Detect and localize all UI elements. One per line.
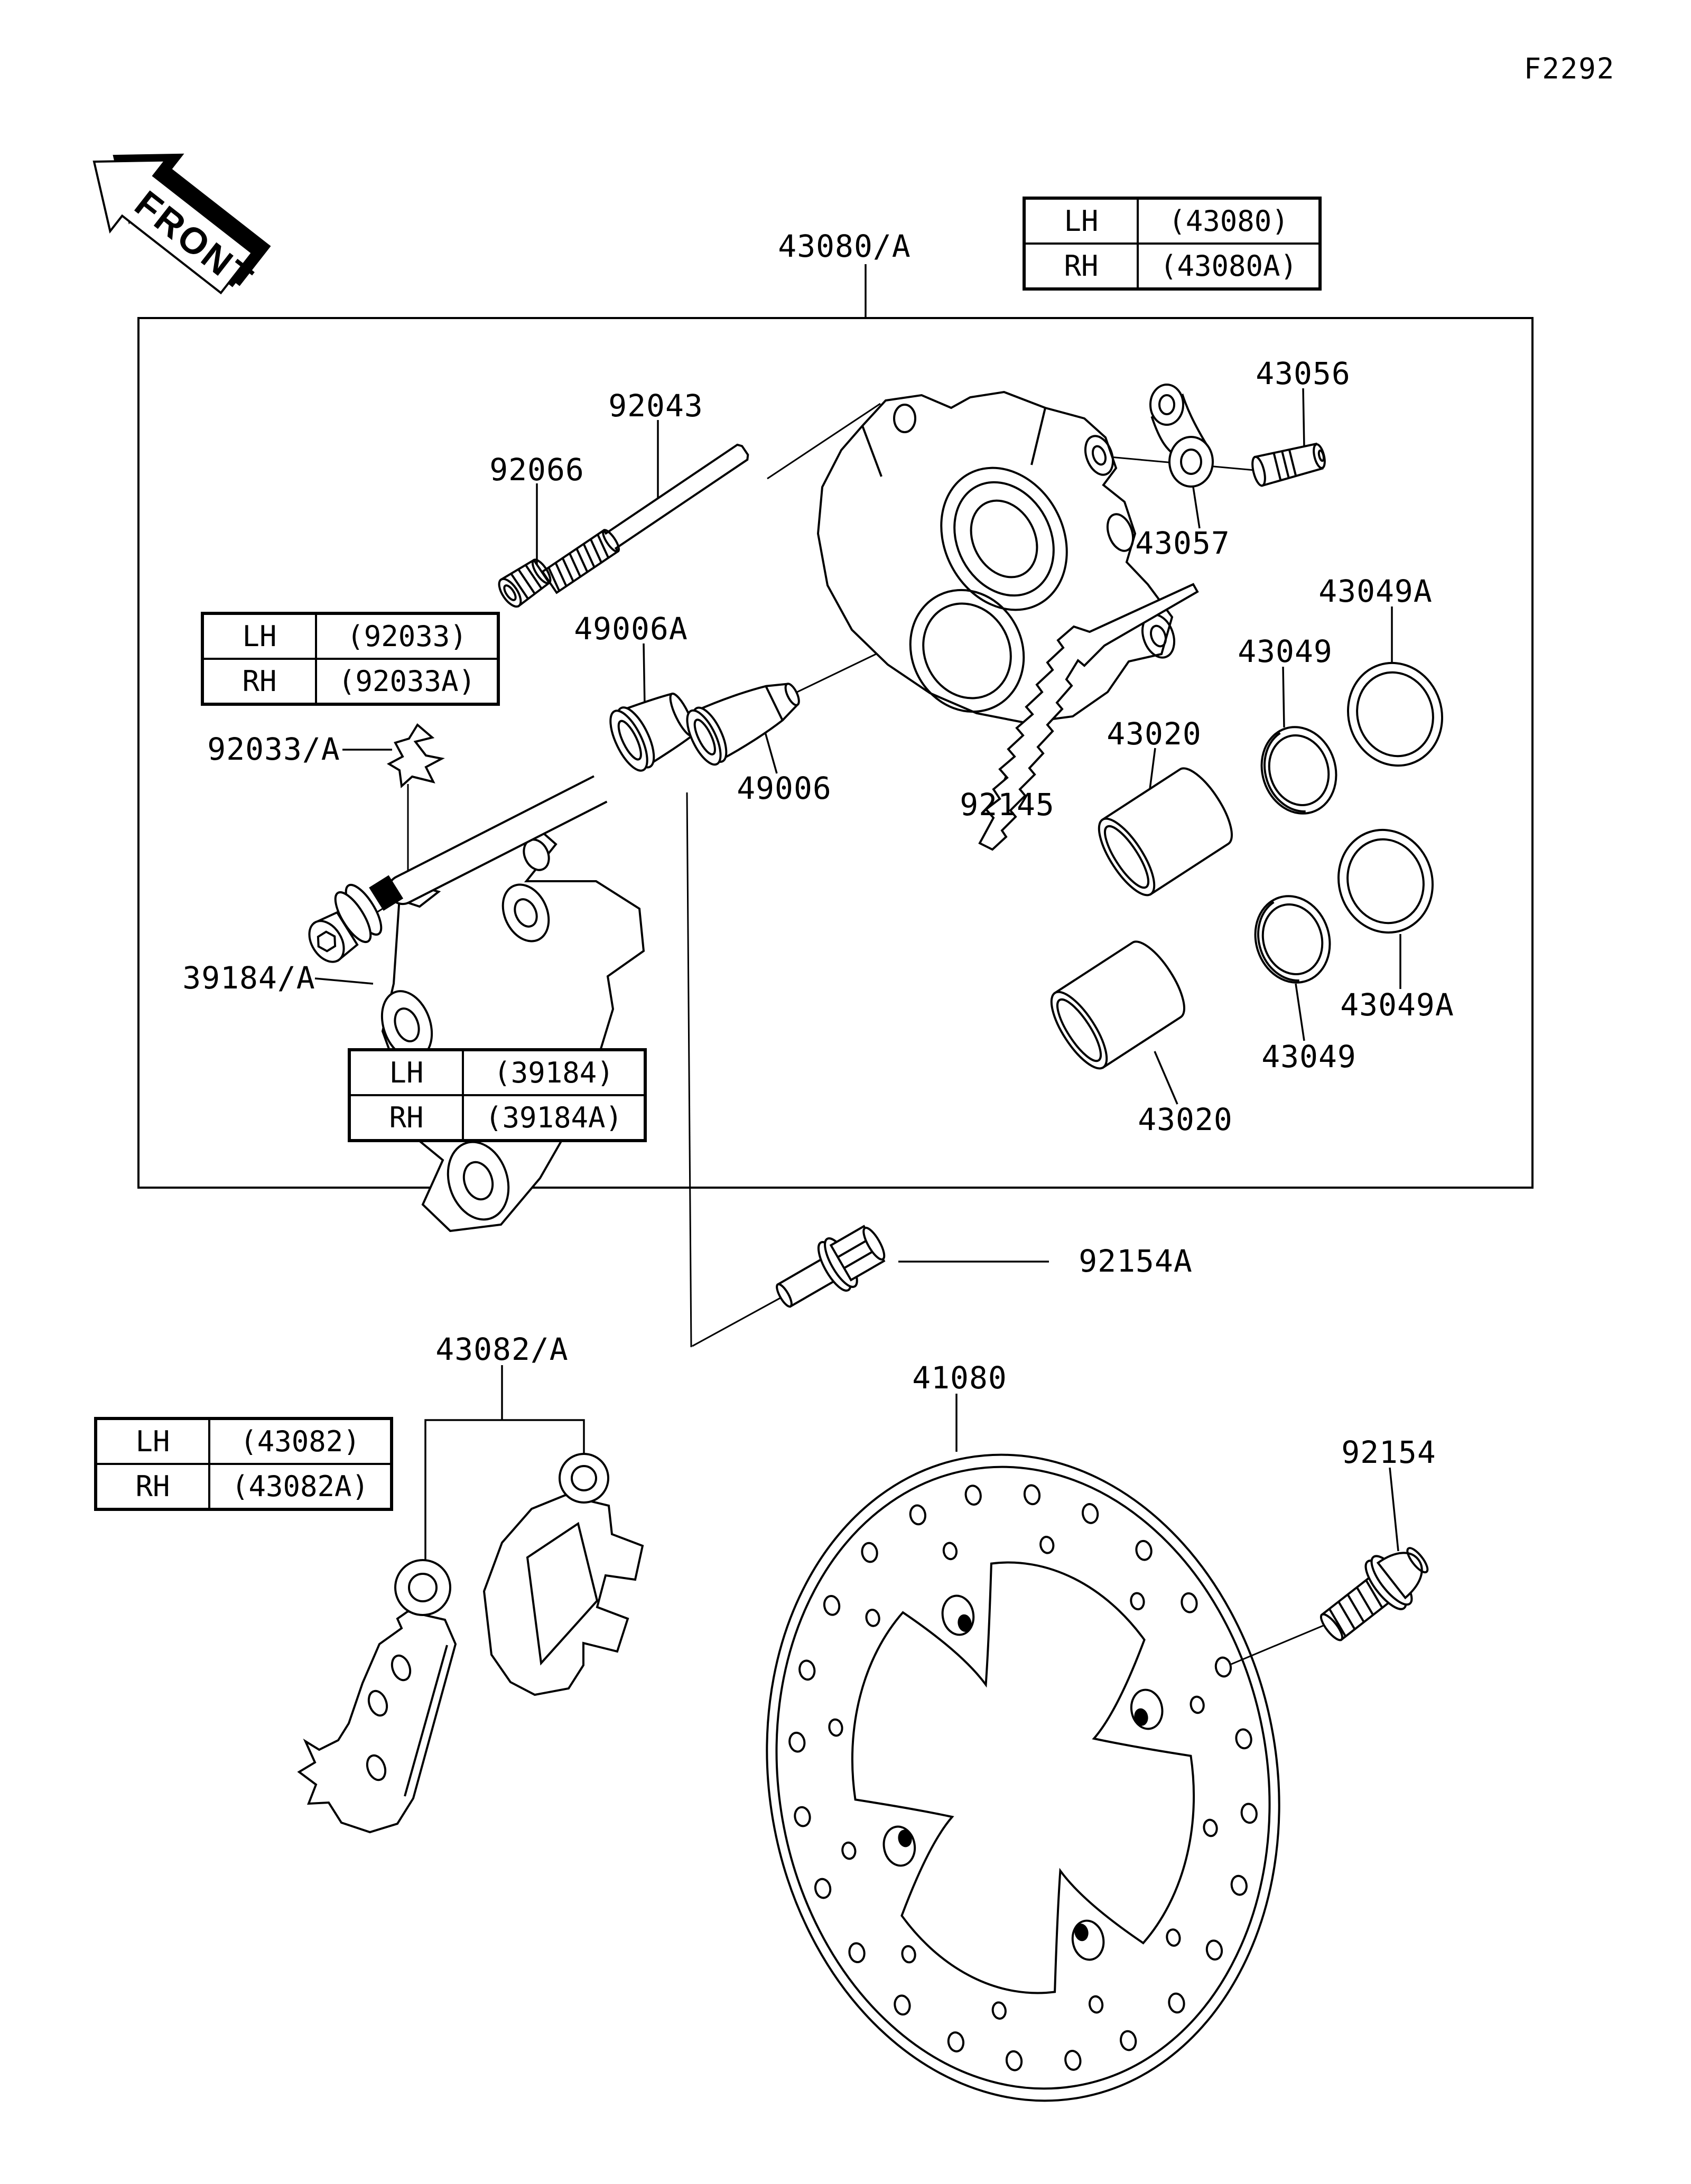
seal-43049a-lower [1325,818,1446,945]
piston-43020-lower [1042,934,1194,1076]
leader-49006a [644,643,645,707]
leader-43049-upper [1283,667,1284,727]
variant-table-92033 [201,612,500,706]
part-label-39184a: 39184/A [182,960,315,996]
variant-table-39184 [348,1048,647,1142]
brake-caliper-43080 [818,392,1180,732]
table-cell: (43082A) [209,1464,392,1509]
table-cell: (43080A) [1138,244,1320,289]
pad-left-ear [395,1560,450,1615]
disc-bolt-hole-shading [862,1586,1185,1970]
part-label-92033a: 92033/A [207,731,340,767]
leader-92154 [1390,1468,1398,1551]
table-cell: (92033) [316,613,498,659]
part-label-43020-lower: 43020 [1138,1102,1233,1137]
front-arrow-text: FRONT [127,182,262,300]
clip-92033 [389,725,442,786]
part-label-92154: 92154 [1341,1434,1436,1470]
piston-43020-upper [1089,761,1242,903]
seal-43049a-upper [1335,651,1455,778]
leader-43020-lower [1155,1051,1177,1104]
table-cell: RH [202,659,316,704]
part-label-92043: 92043 [608,388,703,424]
front-arrow [67,113,287,319]
part-label-92154a: 92154A [1079,1243,1193,1279]
boot-49006 [681,666,810,769]
axis-caliper-mount [687,792,691,1347]
part-label-92145: 92145 [960,787,1055,823]
leader-39184a [315,978,373,984]
disc-bolt-holes [843,1564,1203,1992]
part-label-43049-upper: 43049 [1238,633,1333,669]
part-label-49006: 49006 [737,770,832,806]
table-cell: RH [349,1095,463,1141]
cap-92066 [495,555,555,610]
axis-bolt-92154a [692,1297,782,1346]
variant-table-43082 [94,1417,393,1511]
table-cell: (92033A) [316,659,498,704]
figure-code: F2292 [1523,52,1615,86]
table-cell: (39184) [463,1050,645,1095]
variant-table-43080 [1023,197,1322,291]
table-cell: (39184A) [463,1095,645,1141]
pad-right-ear [560,1454,608,1502]
bleed-valve-43056 [1250,441,1327,487]
part-label-43082a: 43082/A [435,1331,569,1367]
boot-49006a [603,683,702,776]
part-label-43049a-lower: 43049A [1340,987,1454,1023]
table-cell: LH [349,1050,463,1095]
part-label-41080: 41080 [912,1360,1007,1396]
disc-bolt-92154 [1309,1534,1440,1654]
pad-right-body [484,1495,643,1695]
table-cell: LH [202,613,316,659]
part-label-49006a: 49006A [574,611,688,647]
part-label-43049-lower: 43049 [1261,1039,1356,1075]
part-label-43056: 43056 [1256,356,1351,391]
seal-43049-lower [1244,886,1341,993]
part-label-43020-upper: 43020 [1107,716,1202,752]
brake-disc-41080 [717,1414,1330,2142]
disc-drill-holes-outer [744,1445,1303,2110]
table-cell: LH [96,1418,209,1464]
link-43057 [1150,385,1213,487]
pad-left-plate [299,1611,456,1832]
table-cell: (43080) [1138,198,1320,244]
caliper-body [818,392,1172,723]
disc-rim-line [728,1427,1318,2128]
seal-43049-upper [1251,717,1348,824]
table-cell: RH [1024,244,1138,289]
part-label-43080a: 43080/A [778,228,911,264]
part-label-43057: 43057 [1135,525,1230,561]
disc-drill-holes-inner [805,1485,1242,2070]
table-cell: (43082) [209,1418,392,1464]
leader-43049-lower [1296,984,1304,1041]
disc-outer-edge [717,1414,1330,2142]
table-cell: LH [1024,198,1138,244]
part-label-43049a-upper: 43049A [1318,573,1433,609]
part-label-92066: 92066 [489,452,584,488]
mount-bolt-92154a [767,1217,893,1321]
leader-43056 [1303,388,1304,448]
disc-wave-cutout [819,1535,1227,2020]
leader-43057 [1193,487,1200,528]
table-cell: RH [96,1464,209,1509]
bracket-39184 [302,776,644,1231]
